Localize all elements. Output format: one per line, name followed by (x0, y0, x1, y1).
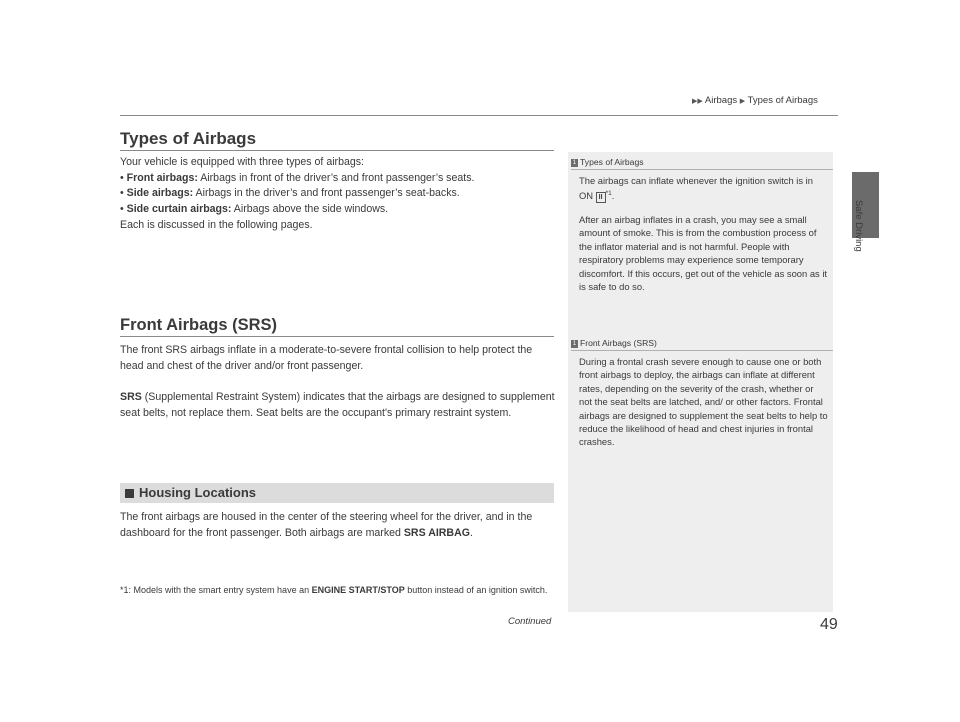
note-title: Front Airbags (SRS) (580, 338, 657, 348)
bullet-dot: • (120, 172, 127, 184)
housing-text (120, 510, 558, 541)
section-tab-label[interactable]: Safe Driving (853, 200, 864, 252)
footnote-ref[interactable]: *1 (605, 190, 612, 198)
note-heading-front (571, 338, 657, 348)
note-front-p1: During a frontal crash severe enough to cause one or both front airbags to deploy, the airbags can inflate at different rates, depending on the severity of the crash, whether or not the seat belts are latched, and/ or other factors. Frontal airbags are designed to supplement the seat belts to help to reduce the likelihood of head and chest injuries in frontal crashes. (579, 356, 828, 448)
front-para2-text: (Supplemental Restraint System) indicates that the airbags are designed to supplement seat belts, not replace them. Seat belts are the occupant's primary restraint system. (120, 391, 555, 419)
breadcrumb-item-types[interactable]: Types of Airbags (747, 95, 818, 106)
note-text: The airbags can inflate whenever the ignition switch is in ON (579, 175, 813, 202)
note-types-p1 (579, 174, 829, 203)
double-arrow-icon: ▶▶ (692, 98, 703, 105)
types-outro: Each is discussed in the following pages. (120, 219, 313, 231)
types-intro: Your vehicle is equipped with three types of airbags: (120, 156, 365, 168)
square-bullet-icon (125, 489, 134, 498)
bullet-label: Side airbags: (126, 187, 194, 199)
note-marker-icon: 1 (572, 341, 577, 347)
bullet-side (120, 186, 560, 202)
page-title: Types of Airbags (120, 129, 257, 148)
bullet-label: Front airbags: (126, 172, 198, 184)
breadcrumb (692, 95, 818, 106)
bullet-dot: • (120, 203, 127, 215)
note-title: Types of Airbags (580, 157, 644, 167)
footnote-button: ENGINE START/STOP (311, 585, 405, 595)
note-marker-icon: 1 (572, 160, 577, 166)
bullet-text: Airbags in front of the driver’s and front passenger’s seats. (197, 172, 475, 184)
srs-label: SRS (120, 391, 142, 403)
arrow-icon: ▶ (739, 98, 746, 105)
footnote-suffix: button instead of an ignition switch. (404, 585, 548, 595)
bullet-dot: • (120, 187, 127, 199)
section-rule (120, 336, 554, 337)
bullet-label: Side curtain airbags: (126, 203, 232, 215)
note-rule (571, 350, 833, 351)
bullet-front (120, 171, 560, 187)
note-text-end: . (611, 190, 615, 202)
srs-airbag-mark: SRS AIRBAG (403, 526, 470, 539)
title-rule (120, 150, 554, 151)
housing-text-body: The front airbags are housed in the center of the steering wheel for the driver, and in the dashboard for the front passenger. Both airbags are marked (120, 511, 533, 539)
front-para2 (120, 390, 558, 421)
bullet-curtain (120, 202, 560, 218)
bullet-text: Airbags above the side windows. (231, 203, 389, 215)
front-para1: The front SRS airbags inflate in a moderate-to-severe frontal collision to help protect the head and chest of the driver and/or front passenger. (120, 344, 533, 372)
footnote (120, 581, 560, 600)
subheading-housing-locations: Housing Locations (139, 485, 256, 500)
ignition-key-icon: II (596, 192, 606, 203)
continued-label: Continued (508, 616, 552, 627)
note-types-p2: After an airbag inflates in a crash, you may see a small amount of smoke. This is from the combustion process of the inflator material and is not harmful. People with respiratory problems may experience some temporary discomfort. If this occurs, get out of the vehicle as soon as it is safe to do so. (579, 214, 828, 293)
note-rule (571, 169, 833, 170)
header-rule (120, 115, 838, 116)
footnote-prefix: *1: Models with the smart entry system have an (120, 585, 312, 595)
section-title-front-airbags: Front Airbags (SRS) (120, 316, 278, 334)
bullet-text: Airbags in the driver’s and front passenger’s seat-backs. (193, 187, 460, 199)
housing-text-end: . (469, 526, 473, 539)
note-heading-types (571, 157, 644, 167)
page-number: 49 (820, 616, 838, 633)
breadcrumb-item-airbags[interactable]: Airbags (704, 95, 738, 106)
